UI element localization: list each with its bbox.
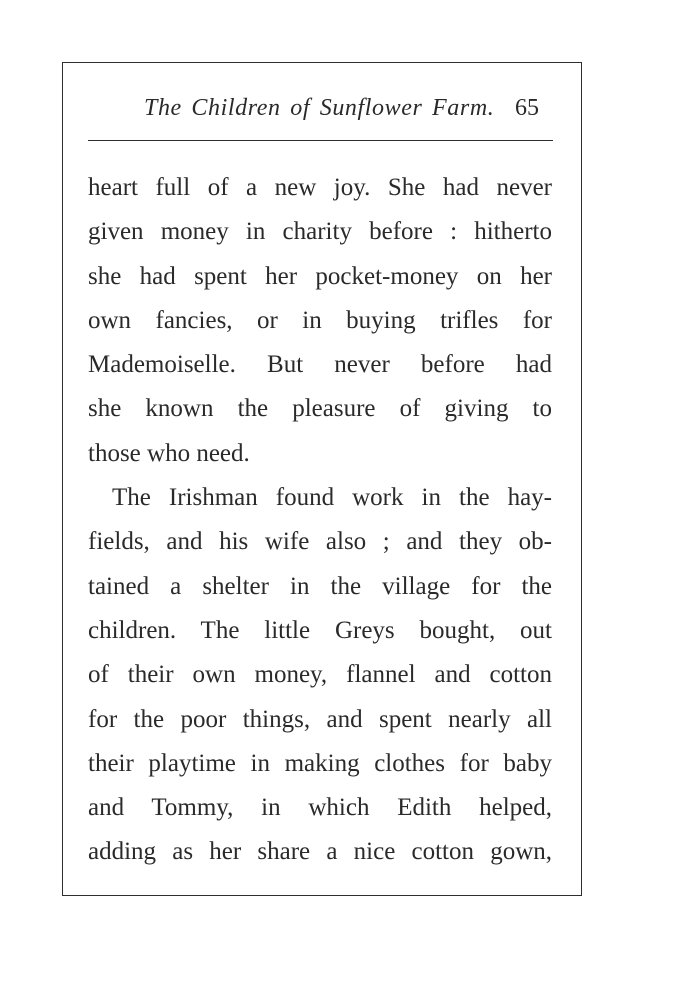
page-number: 65 [515,95,539,121]
text-line: given money in charity before : hitherto [88,218,552,246]
text-line: tained a shelter in the village for the [88,572,552,600]
text-line: she known the pleasure of giving to [88,395,552,423]
text-line: Mademoiselle. But never before had [88,351,552,379]
text-line: and Tommy, in which Edith helped, [88,794,552,822]
text-line: of their own money, flannel and cotton [88,661,552,689]
text-line: children. The little Greys bought, out [88,616,552,644]
text-line: those who need. [88,439,250,467]
body-text [88,166,552,875]
header-rule [88,140,553,141]
text-line: she had spent her pocket-money on her [88,262,552,290]
running-title: The Children of Sunflower Farm. [144,95,495,121]
text-line: fields, and his wife also ; and they ob- [88,528,552,556]
text-line: heart full of a new joy. She had never [88,174,552,201]
text-line: adding as her share a nice cotton gown, [88,838,552,866]
paragraph-1 [88,166,552,476]
text-line: their playtime in making clothes for baby [88,749,552,777]
text-line: for the poor things, and spent nearly all [88,705,552,733]
text-line: own fancies, or in buying trifles for [88,306,552,334]
paragraph-2 [88,476,552,875]
running-head [0,88,680,128]
text-line: The Irishman found work in the hay- [112,484,552,512]
